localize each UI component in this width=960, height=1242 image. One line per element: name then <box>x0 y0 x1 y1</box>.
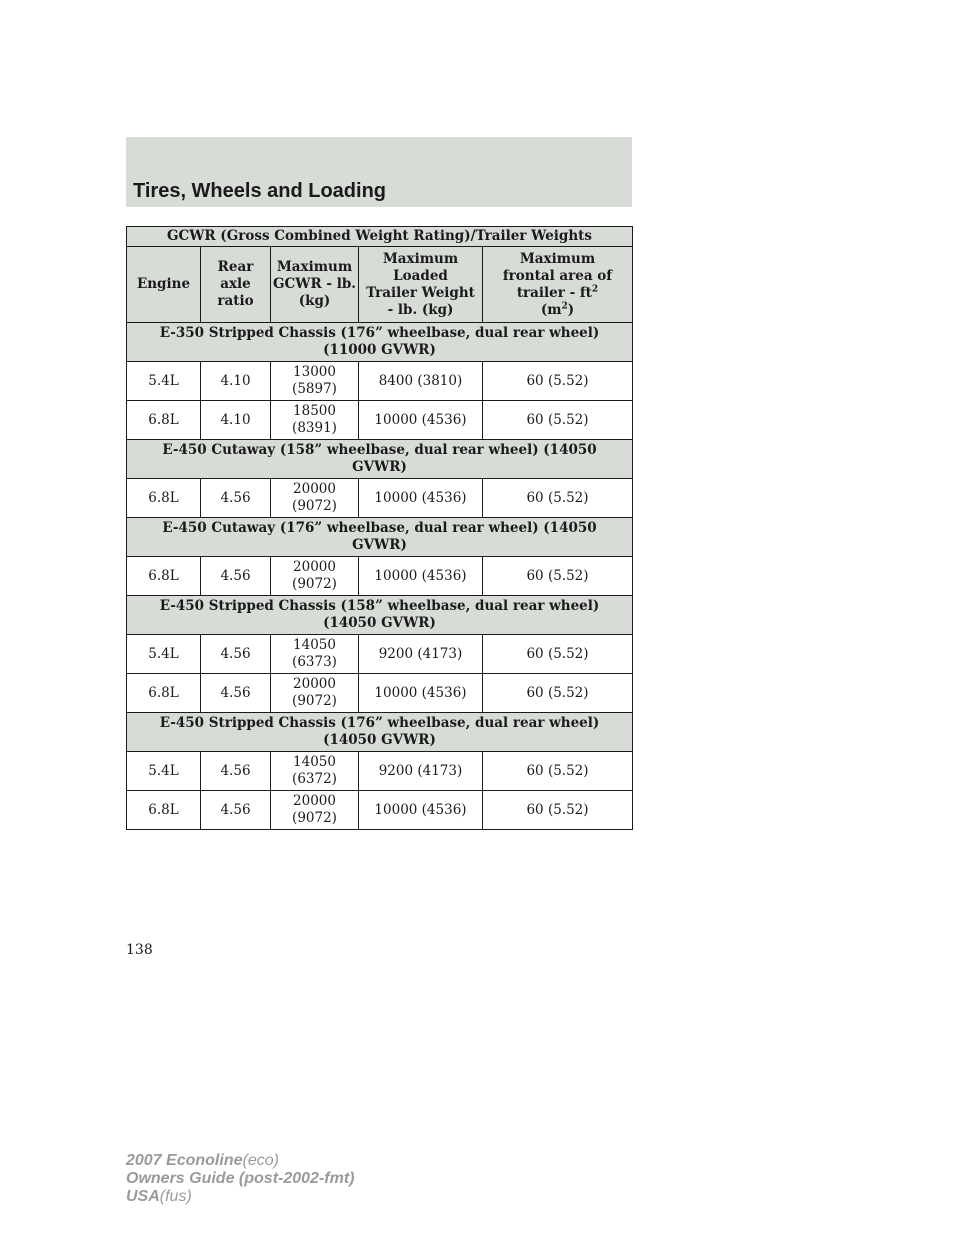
cell-axle-ratio: 4.56 <box>201 479 271 518</box>
vehicle-group-row <box>127 596 633 635</box>
section-title: Tires, Wheels and Loading <box>133 180 387 202</box>
cell-axle-ratio: 4.56 <box>201 791 271 830</box>
cell-max-gcwr: 20000 (9072) <box>271 557 359 596</box>
page-number: 138 <box>126 942 153 958</box>
cell-axle-ratio: 4.56 <box>201 557 271 596</box>
column-header-engine: Engine <box>127 247 201 323</box>
cell-axle-ratio: 4.56 <box>201 635 271 674</box>
footer-model: 2007 Econoline <box>126 1152 243 1169</box>
cell-axle-ratio: 4.56 <box>201 674 271 713</box>
cell-engine: 6.8L <box>127 479 201 518</box>
cell-frontal-area: 60 (5.52) <box>483 674 633 713</box>
frontal-area-superscript-ft: 2 <box>591 284 599 294</box>
cell-max-gcwr: 13000 (5897) <box>271 362 359 401</box>
gcwr-trailer-weights-table <box>126 226 633 830</box>
vehicle-group-title: E-450 Cutaway (158” wheelbase, dual rear wheel) (14050 GVWR) <box>127 440 633 479</box>
table-row <box>127 674 633 713</box>
cell-max-gcwr: 20000 (9072) <box>271 479 359 518</box>
vehicle-group-title: E-450 Cutaway (176” wheelbase, dual rear wheel) (14050 GVWR) <box>127 518 633 557</box>
table-caption: GCWR (Gross Combined Weight Rating)/Trailer Weights <box>127 227 633 247</box>
cell-max-gcwr: 14050 (6372) <box>271 752 359 791</box>
cell-frontal-area: 60 (5.52) <box>483 362 633 401</box>
table-row <box>127 401 633 440</box>
table-row <box>127 752 633 791</box>
footer-guide-format: Owners Guide (post-2002-fmt) <box>126 1170 355 1187</box>
cell-max-trailer-weight: 9200 (4173) <box>359 752 483 791</box>
vehicle-group-title: E-350 Stripped Chassis (176” wheelbase, dual rear wheel) (11000 GVWR) <box>127 323 633 362</box>
cell-max-trailer-weight: 10000 (4536) <box>359 791 483 830</box>
cell-axle-ratio: 4.10 <box>201 362 271 401</box>
cell-engine: 6.8L <box>127 557 201 596</box>
cell-max-trailer-weight: 10000 (4536) <box>359 401 483 440</box>
cell-max-trailer-weight: 10000 (4536) <box>359 674 483 713</box>
frontal-area-superscript-m: 2 <box>561 301 568 311</box>
vehicle-group-title: E-450 Stripped Chassis (158” wheelbase, dual rear wheel) (14050 GVWR) <box>127 596 633 635</box>
cell-max-gcwr: 20000 (9072) <box>271 674 359 713</box>
cell-max-gcwr: 14050 (6373) <box>271 635 359 674</box>
vehicle-group-row <box>127 323 633 362</box>
frontal-area-label: Maximum frontal area of trailer - ft <box>502 250 613 301</box>
cell-max-trailer-weight: 8400 (3810) <box>359 362 483 401</box>
cell-frontal-area: 60 (5.52) <box>483 557 633 596</box>
cell-max-gcwr: 18500 (8391) <box>271 401 359 440</box>
table-row <box>127 557 633 596</box>
cell-frontal-area: 60 (5.52) <box>483 791 633 830</box>
table-row <box>127 479 633 518</box>
cell-max-trailer-weight: 10000 (4536) <box>359 557 483 596</box>
vehicle-group-row <box>127 440 633 479</box>
footer-model-code: (eco) <box>242 1152 279 1169</box>
cell-axle-ratio: 4.10 <box>201 401 271 440</box>
cell-max-trailer-weight: 9200 (4173) <box>359 635 483 674</box>
table-row <box>127 635 633 674</box>
column-header-axle-ratio: Rear axle ratio <box>201 247 271 323</box>
cell-max-trailer-weight: 10000 (4536) <box>359 479 483 518</box>
column-header-max-trailer-weight: Maximum Loaded Trailer Weight - lb. (kg) <box>359 247 483 323</box>
frontal-area-unit-open: (m <box>540 301 562 318</box>
cell-frontal-area: 60 (5.52) <box>483 752 633 791</box>
cell-engine: 6.8L <box>127 674 201 713</box>
vehicle-group-row <box>127 518 633 557</box>
cell-frontal-area: 60 (5.52) <box>483 401 633 440</box>
document-footer <box>126 1152 354 1206</box>
cell-engine: 6.8L <box>127 791 201 830</box>
table-caption-row <box>127 227 633 247</box>
cell-axle-ratio: 4.56 <box>201 752 271 791</box>
cell-frontal-area: 60 (5.52) <box>483 635 633 674</box>
cell-engine: 5.4L <box>127 362 201 401</box>
cell-frontal-area: 60 (5.52) <box>483 479 633 518</box>
vehicle-group-row <box>127 713 633 752</box>
column-header-frontal-area <box>483 247 633 323</box>
table-row <box>127 791 633 830</box>
cell-engine: 6.8L <box>127 401 201 440</box>
cell-engine: 5.4L <box>127 752 201 791</box>
footer-market: USA <box>126 1188 160 1205</box>
vehicle-group-title: E-450 Stripped Chassis (176” wheelbase, dual rear wheel) (14050 GVWR) <box>127 713 633 752</box>
column-header-row <box>127 247 633 323</box>
frontal-area-unit-close: ) <box>567 301 575 318</box>
table-row <box>127 362 633 401</box>
footer-market-code: (fus) <box>159 1188 192 1205</box>
column-header-max-gcwr: Maximum GCWR - lb. (kg) <box>271 247 359 323</box>
cell-max-gcwr: 20000 (9072) <box>271 791 359 830</box>
cell-engine: 5.4L <box>127 635 201 674</box>
